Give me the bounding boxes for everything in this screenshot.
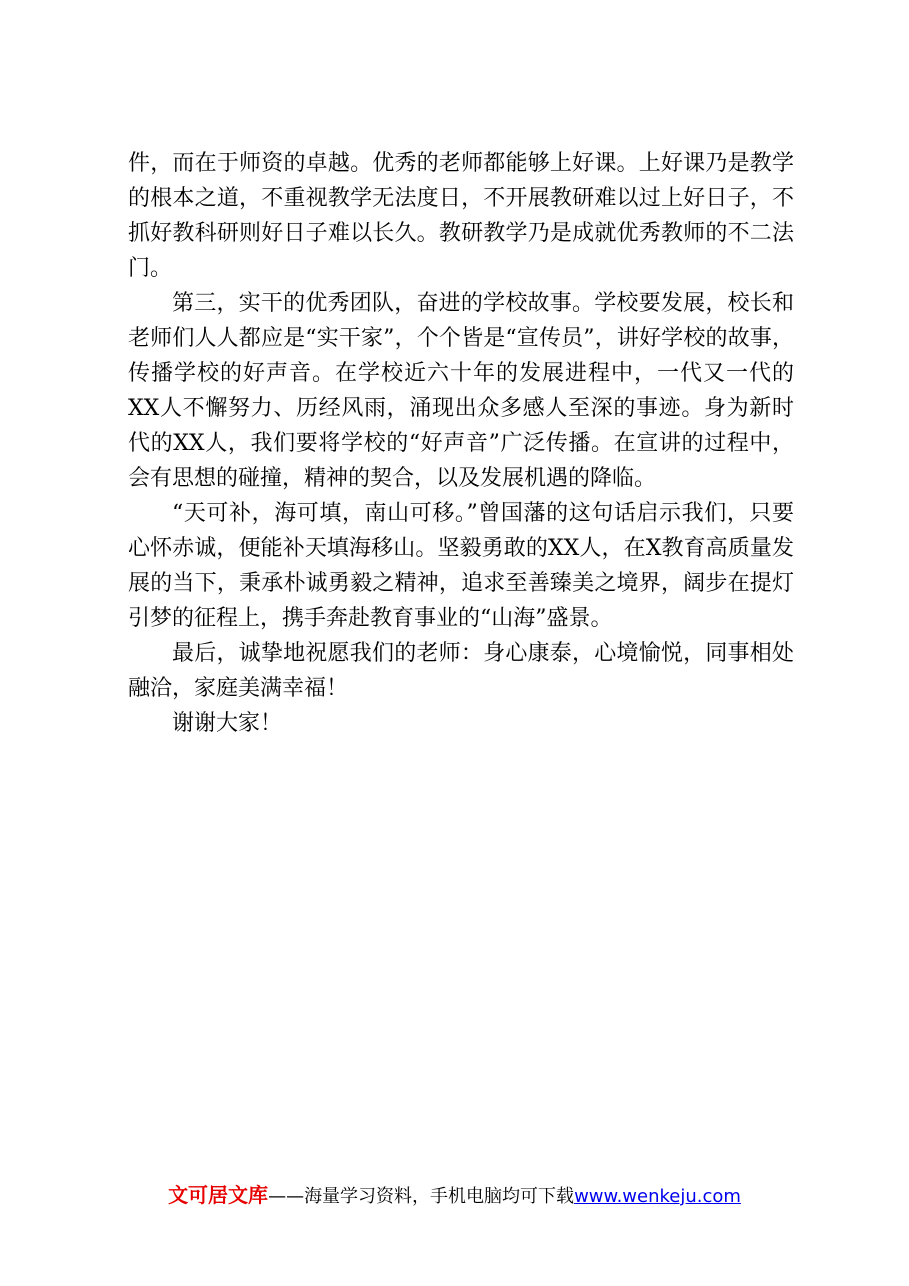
paragraph-thanks: 谢谢大家！ — [172, 711, 283, 736]
footer-brand: 文可居文库 — [168, 1183, 269, 1207]
footer-tagline: ——海量学习资料，手机电脑均可下载 — [268, 1186, 575, 1207]
paragraph-continuation: 件，而在于师资的卓越。优秀的老师都能够上好课。上好课乃是教学的根本之道，不重视教学无法度日，不开展教研难以过上好日子，不抓好教科研则好日子难以长久。教研教学乃是成就优秀教师的不二法门。 — [128, 151, 794, 281]
footer-link[interactable]: www.wenkeju.com — [574, 1186, 741, 1207]
paragraph-wishes: 最后，诚挚地祝愿我们的老师：身心康泰，心境愉悦，同事相处融洽，家庭美满幸福！ — [128, 641, 794, 701]
paragraph-quote: “天可补，海可填，南山可移。”曾国藩的这句话启示我们，只要心怀赤诚，便能补天填海移山。坚毅勇敢的XX人，在X教育高质量发展的当下，秉承朴诚勇毅之精神，追求至善臻美之境界，阔步在提灯引梦的征程上，携手奔赴教育事业的“山海”盛景。 — [128, 501, 794, 631]
paragraph-third-point: 第三，实干的优秀团队，奋进的学校故事。学校要发展，校长和老师们人人都应是“实干家”，个个皆是“宣传员”，讲好学校的故事，传播学校的好声音。在学校近六十年的发展进程中，一代又一代的XX人不懈努力、历经风雨，涌现出众多感人至深的事迹。身为新时代的XX人，我们要将学校的“好声音”广泛传播。在宣讲的过程中，会有思想的碰撞，精神的契合，以及发展机遇的降临。 — [128, 291, 794, 491]
document-body — [128, 146, 794, 741]
page-footer — [0, 1182, 909, 1210]
